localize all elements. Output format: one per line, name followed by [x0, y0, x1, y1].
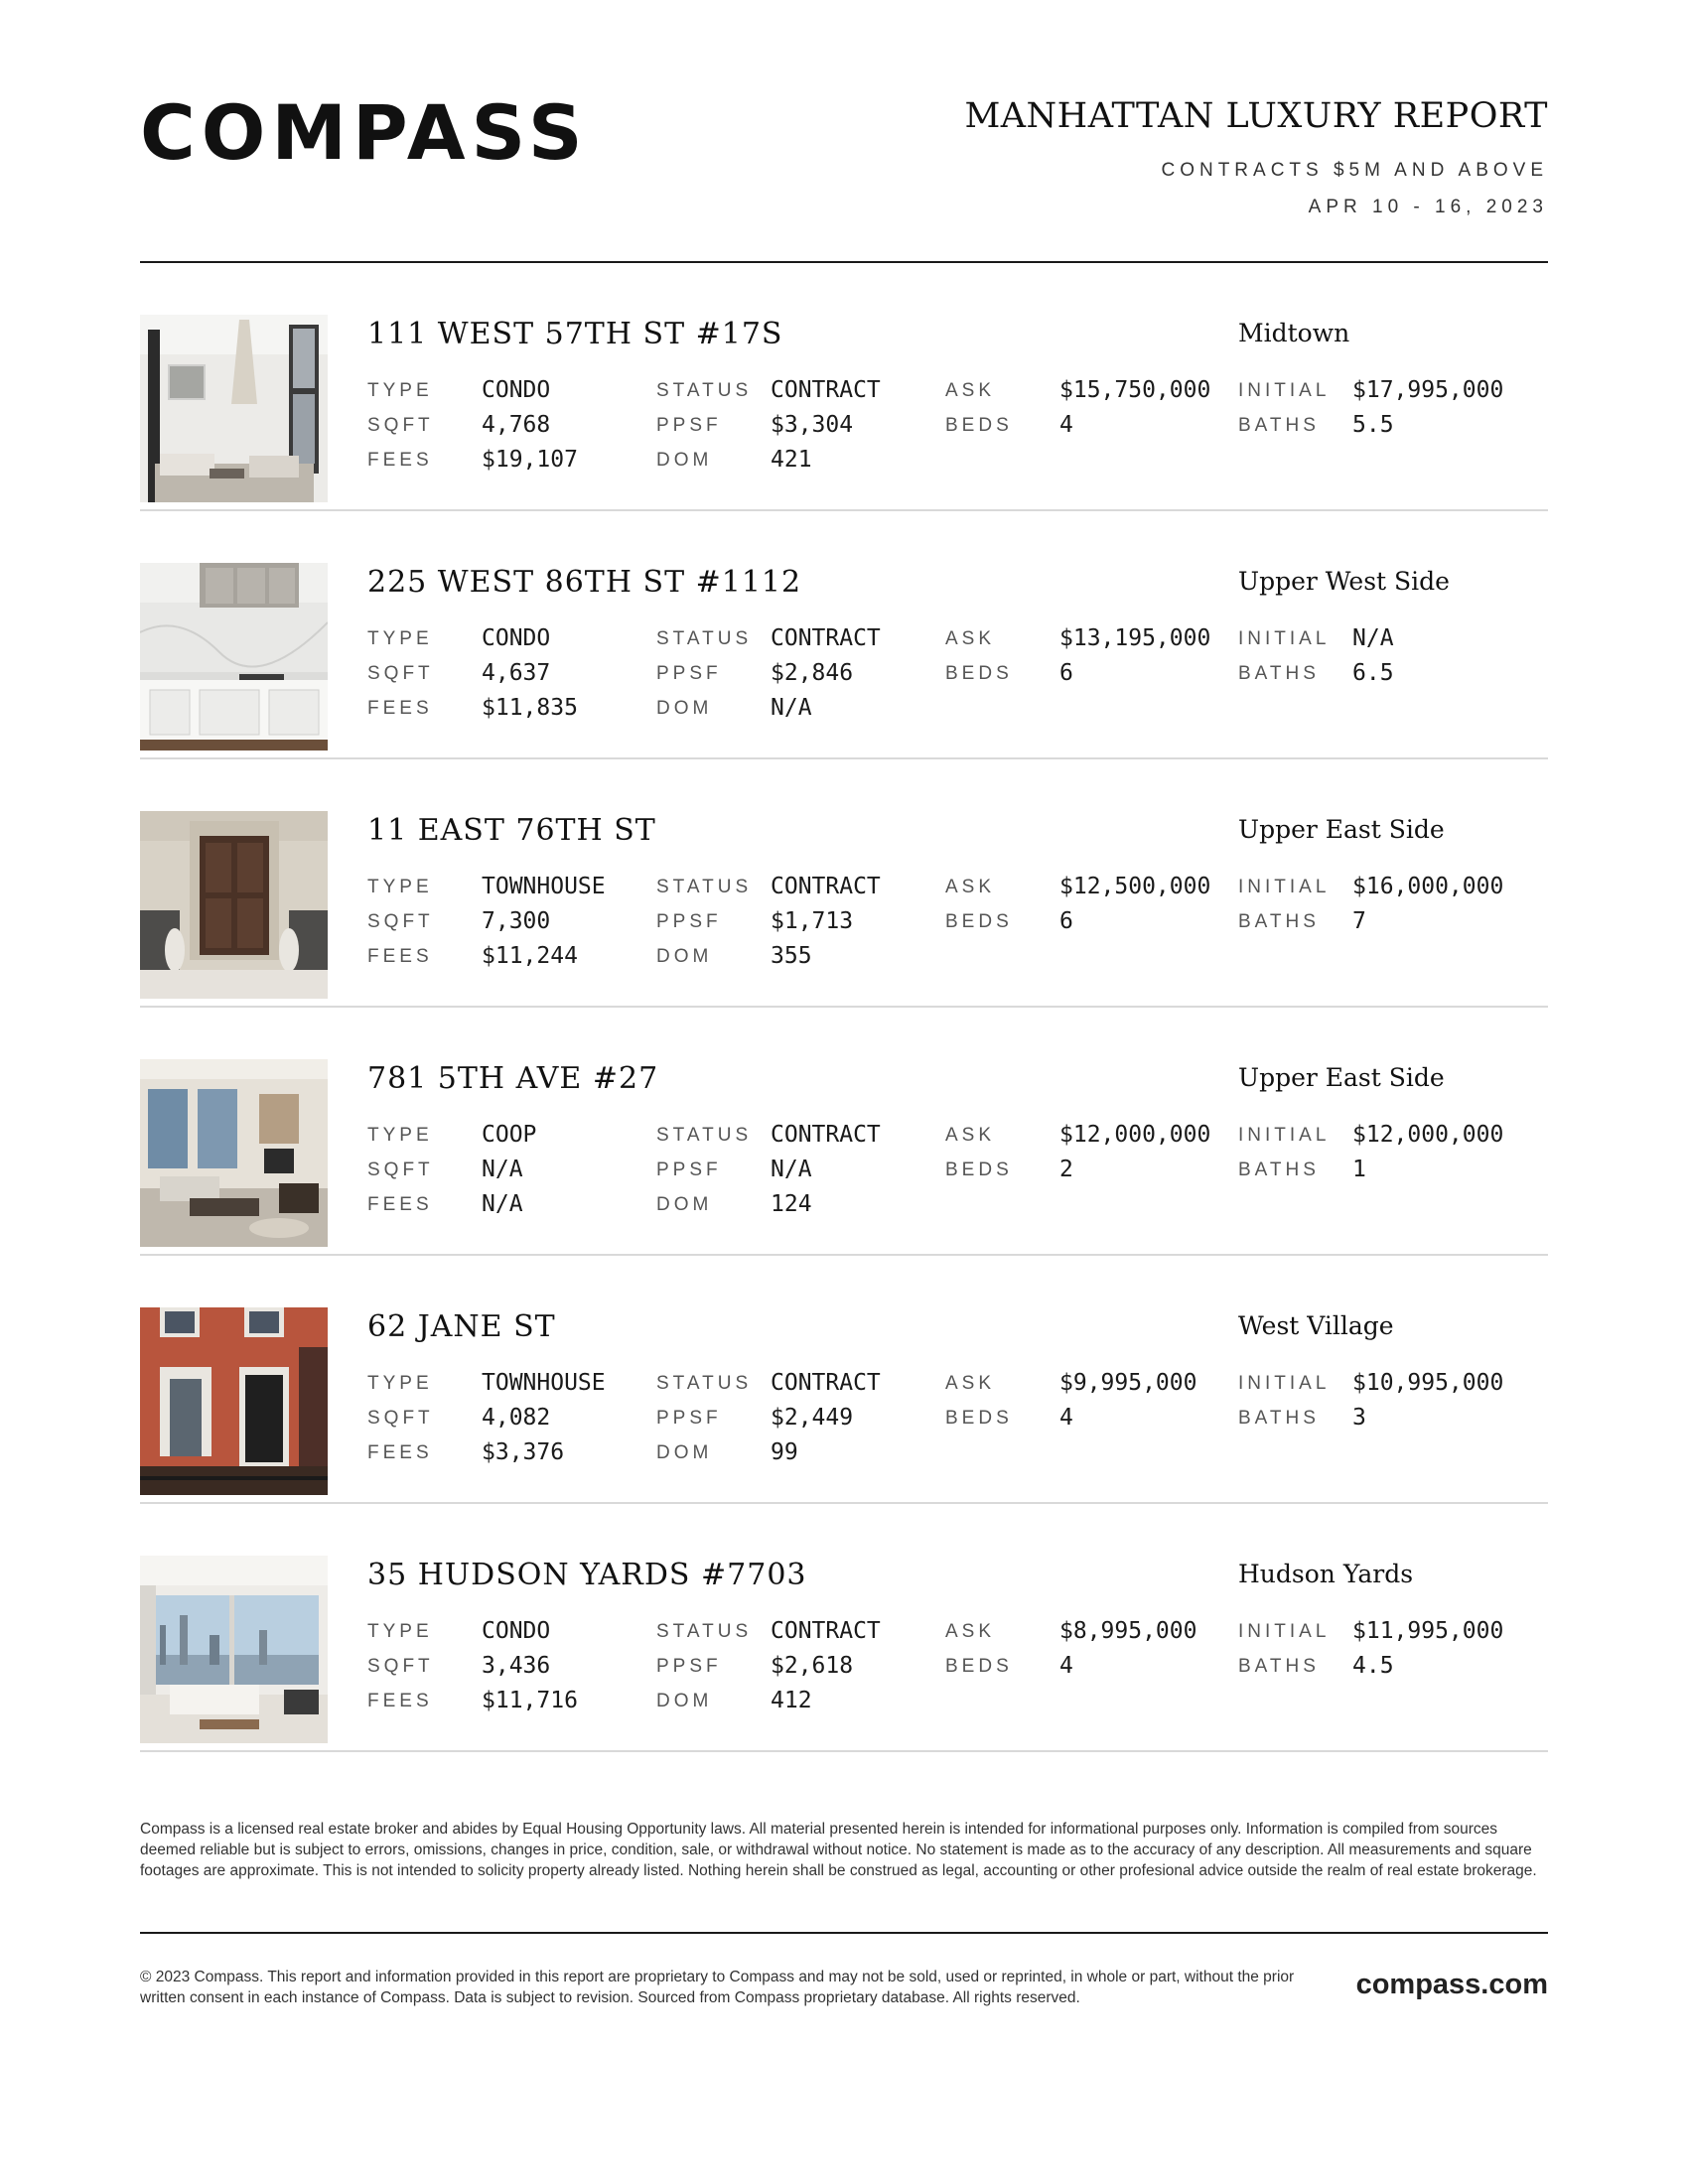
type-value: TOWNHOUSE [482, 1370, 606, 1396]
dom-label: DOM [656, 1691, 713, 1711]
report-subtitle: CONTRACTS $5M AND ABOVE [1161, 160, 1548, 181]
listing-row[interactable] [140, 1256, 1548, 1504]
ppsf-value: N/A [771, 1157, 812, 1182]
type-label: TYPE [367, 1373, 433, 1394]
ppsf-value: $2,846 [771, 660, 854, 686]
sqft-value: 7,300 [482, 908, 551, 934]
white-kitchen-photo [140, 563, 328, 751]
ask-label: ASK [945, 877, 996, 897]
status-value: CONTRACT [771, 1370, 881, 1396]
status-label: STATUS [656, 380, 753, 401]
type-value: CONDO [482, 377, 551, 403]
beds-label: BEDS [945, 1656, 1013, 1677]
listing-row[interactable] [140, 1504, 1548, 1752]
ppsf-value: $3,304 [771, 412, 854, 438]
beds-label: BEDS [945, 415, 1013, 436]
ask-label: ASK [945, 628, 996, 649]
dom-label: DOM [656, 1442, 713, 1463]
dom-label: DOM [656, 698, 713, 719]
ppsf-label: PPSF [656, 663, 722, 684]
beds-label: BEDS [945, 1408, 1013, 1429]
initial-value: N/A [1352, 625, 1394, 651]
fees-label: FEES [367, 1194, 433, 1215]
ask-label: ASK [945, 1373, 996, 1394]
listing-address[interactable]: 111 WEST 57TH ST #17S [367, 317, 783, 351]
fees-value: $3,376 [482, 1439, 565, 1465]
listing-address[interactable]: 62 JANE ST [367, 1309, 556, 1344]
baths-label: BATHS [1238, 911, 1320, 932]
ppsf-label: PPSF [656, 1656, 722, 1677]
status-value: CONTRACT [771, 1618, 881, 1644]
coop-living-room-photo [140, 1059, 328, 1247]
status-value: CONTRACT [771, 625, 881, 651]
beds-label: BEDS [945, 1160, 1013, 1180]
dom-value: 355 [771, 943, 812, 969]
listing-row[interactable] [140, 1008, 1548, 1256]
initial-label: INITIAL [1238, 1125, 1331, 1146]
initial-value: $12,000,000 [1352, 1122, 1504, 1148]
dom-label: DOM [656, 946, 713, 967]
dom-label: DOM [656, 450, 713, 471]
beds-label: BEDS [945, 911, 1013, 932]
fees-value: $11,716 [482, 1688, 578, 1713]
baths-label: BATHS [1238, 1160, 1320, 1180]
dom-value: 421 [771, 447, 812, 473]
ppsf-label: PPSF [656, 415, 722, 436]
fees-value: $19,107 [482, 447, 578, 473]
dom-value: 412 [771, 1688, 812, 1713]
fees-label: FEES [367, 450, 433, 471]
disclaimer-text: Compass is a licensed real estate broker and abides by Equal Housing Opportunity laws. All material presented herein is intended for informational purposes only. Information is compiled from sources deemed reliable but is subject to errors, omissions, changes in price, condition, sale, or withdrawal without notice. No statement is made as to the accuracy of any description. All measurements and square footages are approximate. This is not intended to solicity property already listed. Nothing herein shall be construed as legal, accounting or other profesional advice outside the realm of real estate brokerage. [140, 1821, 1537, 1879]
listing-address[interactable]: 11 EAST 76TH ST [367, 813, 656, 848]
baths-value: 5.5 [1352, 412, 1394, 438]
website-link[interactable]: compass.com [1355, 1969, 1548, 2000]
listing-address[interactable]: 781 5TH AVE #27 [367, 1061, 659, 1096]
ask-label: ASK [945, 1621, 996, 1642]
fees-value: $11,835 [482, 695, 578, 721]
ask-value: $13,195,000 [1059, 625, 1211, 651]
beds-value: 2 [1059, 1157, 1073, 1182]
baths-value: 6.5 [1352, 660, 1394, 686]
brick-townhouse-facade-photo [140, 1307, 328, 1495]
sqft-value: 4,768 [482, 412, 551, 438]
ppsf-label: PPSF [656, 911, 722, 932]
listings-list [140, 263, 1548, 1752]
type-label: TYPE [367, 877, 433, 897]
ask-label: ASK [945, 380, 996, 401]
ask-value: $15,750,000 [1059, 377, 1211, 403]
initial-value: $17,995,000 [1352, 377, 1504, 403]
skyline-view-living-room-photo [140, 1556, 328, 1743]
listing-neighborhood: Upper West Side [1238, 567, 1450, 596]
listing-neighborhood: Upper East Side [1238, 815, 1445, 844]
sqft-label: SQFT [367, 663, 434, 684]
initial-value: $10,995,000 [1352, 1370, 1504, 1396]
baths-value: 4.5 [1352, 1653, 1394, 1679]
fees-label: FEES [367, 1691, 433, 1711]
copyright-text: © 2023 Compass. This report and information provided in this report are proprietary to Compass and may not be sold, used or reprinted, in whole or part, without the prior written consent in each instance of Compass. Data is subject to revision. Sourced from Compass proprietary database. All rights reserved. [140, 1969, 1295, 2006]
status-value: CONTRACT [771, 874, 881, 899]
baths-label: BATHS [1238, 415, 1320, 436]
baths-label: BATHS [1238, 1656, 1320, 1677]
listing-neighborhood: Hudson Yards [1238, 1560, 1414, 1588]
ask-value: $9,995,000 [1059, 1370, 1197, 1396]
status-label: STATUS [656, 1373, 753, 1394]
initial-value: $16,000,000 [1352, 874, 1504, 899]
status-label: STATUS [656, 1125, 753, 1146]
dom-label: DOM [656, 1194, 713, 1215]
footer-divider [140, 1932, 1548, 1934]
beds-value: 6 [1059, 660, 1073, 686]
sqft-value: 4,082 [482, 1405, 551, 1431]
compass-logo: COMPASS [140, 88, 589, 177]
beds-value: 6 [1059, 908, 1073, 934]
listing-row[interactable] [140, 759, 1548, 1008]
type-value: CONDO [482, 1618, 551, 1644]
type-value: TOWNHOUSE [482, 874, 606, 899]
fees-label: FEES [367, 1442, 433, 1463]
dom-value: 124 [771, 1191, 812, 1217]
report-title: MANHATTAN LUXURY REPORT [964, 96, 1548, 136]
ask-value: $12,500,000 [1059, 874, 1211, 899]
dom-value: N/A [771, 695, 812, 721]
fees-value: $11,244 [482, 943, 578, 969]
baths-value: 1 [1352, 1157, 1366, 1182]
beds-label: BEDS [945, 663, 1013, 684]
initial-label: INITIAL [1238, 877, 1331, 897]
townhouse-entrance-photo [140, 811, 328, 999]
sqft-label: SQFT [367, 911, 434, 932]
listing-neighborhood: West Village [1238, 1311, 1394, 1340]
initial-label: INITIAL [1238, 380, 1331, 401]
listing-row[interactable] [140, 263, 1548, 511]
type-value: COOP [482, 1122, 537, 1148]
listing-row[interactable] [140, 511, 1548, 759]
ppsf-label: PPSF [656, 1408, 722, 1429]
ask-value: $12,000,000 [1059, 1122, 1211, 1148]
luxury-living-room-photo [140, 315, 328, 502]
baths-label: BATHS [1238, 1408, 1320, 1429]
fees-value: N/A [482, 1191, 523, 1217]
sqft-value: 3,436 [482, 1653, 551, 1679]
fees-label: FEES [367, 698, 433, 719]
fees-label: FEES [367, 946, 433, 967]
type-label: TYPE [367, 1125, 433, 1146]
sqft-value: N/A [482, 1157, 523, 1182]
baths-value: 3 [1352, 1405, 1366, 1431]
dom-value: 99 [771, 1439, 798, 1465]
report-header [964, 96, 1548, 217]
sqft-value: 4,637 [482, 660, 551, 686]
sqft-label: SQFT [367, 1656, 434, 1677]
sqft-label: SQFT [367, 1408, 434, 1429]
type-label: TYPE [367, 1621, 433, 1642]
initial-value: $11,995,000 [1352, 1618, 1504, 1644]
listing-neighborhood: Midtown [1238, 319, 1350, 347]
status-value: CONTRACT [771, 377, 881, 403]
baths-value: 7 [1352, 908, 1366, 934]
initial-label: INITIAL [1238, 1373, 1331, 1394]
listing-address[interactable]: 35 HUDSON YARDS #7703 [367, 1558, 807, 1592]
type-label: TYPE [367, 380, 433, 401]
type-label: TYPE [367, 628, 433, 649]
status-value: CONTRACT [771, 1122, 881, 1148]
status-label: STATUS [656, 877, 753, 897]
ask-value: $8,995,000 [1059, 1618, 1197, 1644]
status-label: STATUS [656, 1621, 753, 1642]
ppsf-value: $2,618 [771, 1653, 854, 1679]
beds-value: 4 [1059, 1653, 1073, 1679]
initial-label: INITIAL [1238, 1621, 1331, 1642]
baths-label: BATHS [1238, 663, 1320, 684]
listing-neighborhood: Upper East Side [1238, 1063, 1445, 1092]
ask-label: ASK [945, 1125, 996, 1146]
beds-value: 4 [1059, 412, 1073, 438]
report-dates: APR 10 - 16, 2023 [1308, 197, 1548, 217]
status-label: STATUS [656, 628, 753, 649]
ppsf-label: PPSF [656, 1160, 722, 1180]
sqft-label: SQFT [367, 415, 434, 436]
ppsf-value: $1,713 [771, 908, 854, 934]
type-value: CONDO [482, 625, 551, 651]
listing-address[interactable]: 225 WEST 86TH ST #1112 [367, 565, 802, 600]
ppsf-value: $2,449 [771, 1405, 854, 1431]
sqft-label: SQFT [367, 1160, 434, 1180]
beds-value: 4 [1059, 1405, 1073, 1431]
initial-label: INITIAL [1238, 628, 1331, 649]
